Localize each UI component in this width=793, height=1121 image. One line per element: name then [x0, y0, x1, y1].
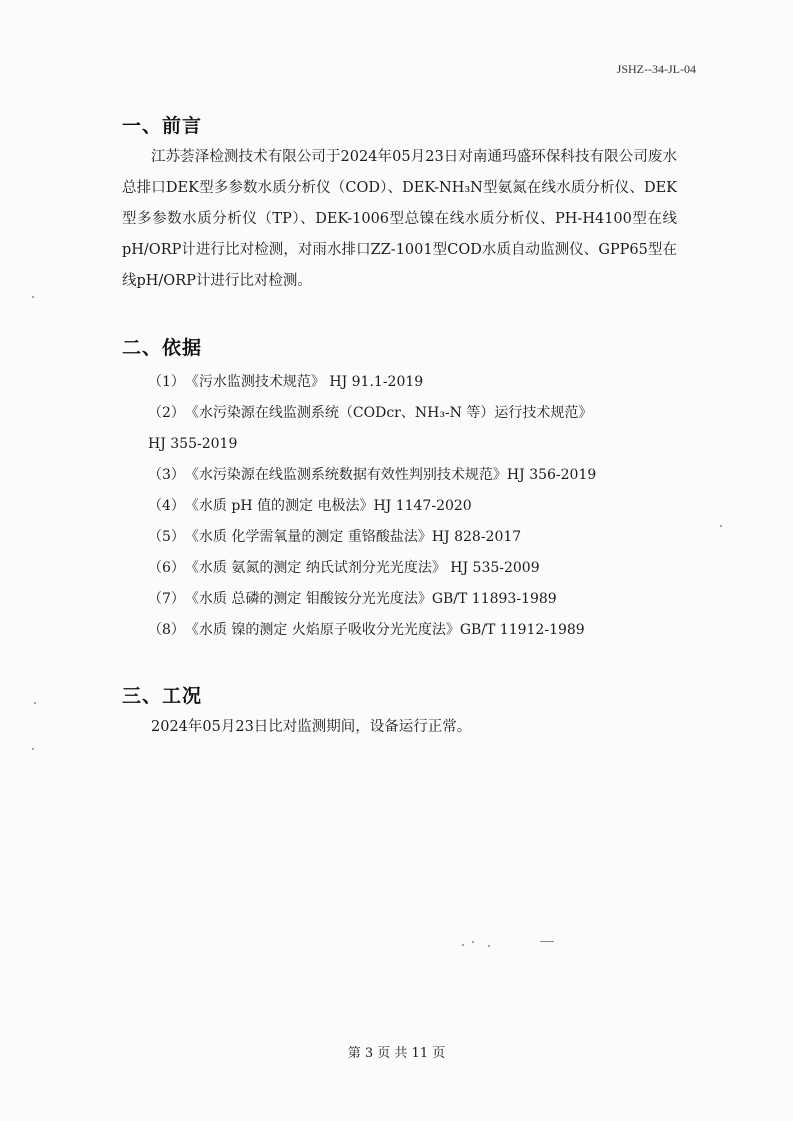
reference-number: （7）: [148, 591, 185, 607]
reference-continuation: HJ 355-2019: [148, 436, 238, 452]
document-code: JSHZ--34-JL-04: [616, 62, 696, 76]
reference-item: [122, 367, 682, 398]
reference-number: （1）: [148, 374, 185, 390]
reference-text: 《水质 镍的测定 火焰原子吸收分光光度法》GB/T 11912-1989: [184, 622, 585, 638]
reference-text: 《水质 化学需氧量的测定 重铬酸盐法》HJ 828-2017: [184, 529, 522, 545]
reference-text: 《污水监测技术规范》 HJ 91.1-2019: [184, 374, 424, 390]
scan-speck: [472, 941, 474, 943]
reference-item: [122, 398, 682, 429]
reference-number: （3）: [148, 467, 185, 483]
section-title-basis: 二、依据: [122, 337, 203, 359]
reference-item: [122, 615, 682, 646]
section-title-conditions: 三、工况: [122, 685, 203, 707]
scan-speck: [34, 702, 36, 704]
reference-number: （8）: [148, 622, 185, 638]
reference-text: 《水质 氨氮的测定 纳氏试剂分光光度法》 HJ 535-2009: [184, 560, 540, 576]
scan-speck: [32, 296, 34, 298]
reference-text: 《水污染源在线监测系统（CODcr、NH₃-N 等）运行技术规范》: [184, 405, 593, 421]
reference-text: 《水质 总磷的测定 钼酸铵分光光度法》GB/T 11893-1989: [184, 591, 557, 607]
reference-number: （6）: [148, 560, 185, 576]
page-number: 第 3 页 共 11 页: [347, 1046, 446, 1061]
reference-item: [122, 522, 682, 553]
scan-speck: [720, 525, 722, 527]
reference-text: 《水质 pH 值的测定 电极法》HJ 1147-2020: [184, 498, 472, 514]
preface-paragraph: 江苏荟泽检测技术有限公司于2024年05月23日对南通玛盛环保科技有限公司废水总排口DEK型多参数水质分析仪（COD）、DEK-NH₃N型氨氮在线水质分析仪、DEK型多参数水质分析仪（TP）、DEK-1006型总镍在线水质分析仪、PH-H4100型在线pH/ORP计进行比对检测，对雨水排口ZZ-1001型COD水质自动监测仪、GPP65型在线pH/ORP计进行比对检测。: [122, 149, 677, 289]
scan-speck: [32, 748, 34, 750]
reference-item: [122, 584, 682, 615]
reference-text: 《水污染源在线监测系统数据有效性判别技术规范》HJ 356-2019: [184, 467, 597, 483]
scan-speck: [488, 945, 490, 947]
reference-item: [122, 460, 682, 491]
reference-item: [122, 491, 682, 522]
reference-number: （5）: [148, 529, 185, 545]
reference-item: [122, 553, 682, 584]
conditions-paragraph: 2024年05月23日比对监测期间，设备运行正常。: [151, 719, 472, 735]
scan-speck: [540, 941, 554, 942]
section-title-preface: 一、前言: [122, 115, 203, 137]
scan-speck: [462, 944, 464, 946]
reference-number: （2）: [148, 405, 185, 421]
reference-list: [122, 367, 682, 646]
reference-number: （4）: [148, 498, 185, 514]
